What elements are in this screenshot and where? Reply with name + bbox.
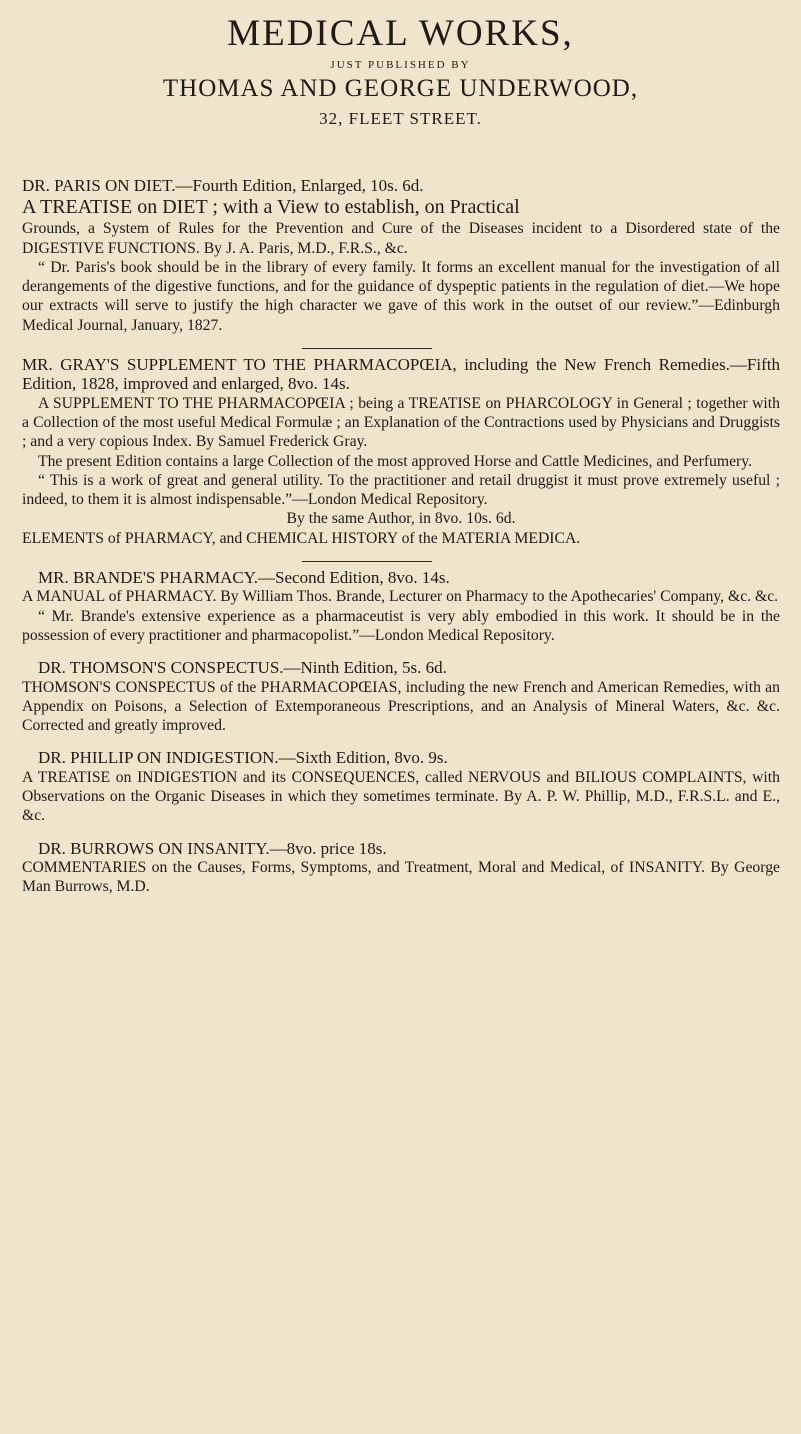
entry-paris-diet bbox=[22, 176, 780, 335]
entry-extra-title: ELEMENTS of PHARMACY, and CHEMICAL HISTORY of the MATERIA MEDICA. bbox=[22, 529, 581, 547]
entry-heading: DR. BURROWS ON INSANITY.—8vo. price 18s. bbox=[38, 838, 387, 858]
page-header bbox=[0, 0, 801, 129]
page-subtitle: JUST PUBLISHED BY bbox=[330, 59, 471, 71]
entry-title: A TREATISE on INDIGESTION and its CONSEQUENCES, called NERVOUS and BILIOUS COMPLAINTS, with Observations on the Organic Diseases in which they sometimes terminate. By A. P. W. Phillip, M.D., F.R.S.L. and E., &c. bbox=[22, 768, 780, 825]
entry-title: THOMSON'S CONSPECTUS of the PHARMACOPŒIAS, including the new French and American Remedies, with an Appendix on Poisons, a Selection of Extemporaneous Prescriptions, and an Analysis of Mineral Waters, &c. &c. Corrected and greatly improved. bbox=[22, 678, 780, 735]
entry-phillip-indigestion bbox=[22, 748, 780, 825]
entry-title: A SUPPLEMENT TO THE PHARMACOPŒIA ; being a TREATISE on PHARCOLOGY in General ; together with a Collection of the most useful Medical Formulæ ; an Explanation of the Contractions used by Physicians and Druggists ; and a very copious Index. By Samuel Frederick Gray. bbox=[22, 394, 780, 451]
entry-title: COMMENTARIES on the Causes, Forms, Symptoms, and Treatment, Moral and Medical, of INSANITY. By George Man Burrows, M.D. bbox=[22, 858, 780, 896]
entry-heading: MR. BRANDE'S PHARMACY.—Second Edition, 8vo. 14s. bbox=[38, 568, 450, 588]
entries-list bbox=[22, 176, 780, 910]
entry-quote: “ This is a work of great and general utility. To the practitioner and retail druggist it must prove extremely useful ; indeed, to them it is almost indispensable.”—London Medical Repository. bbox=[22, 471, 780, 509]
entry-gray-supplement bbox=[22, 355, 780, 548]
page-title: MEDICAL WORKS, bbox=[227, 13, 574, 54]
entry-quote: “ Dr. Paris's book should be in the library of every family. It forms an excellent manual for the investigation of all derangements of the digestive functions, and for the guidance of dyspeptic patients in the regulation of diet.—We hope our extracts will serve to justify the high character we gave of this work in the outset of our review.”—Edinburgh Medical Journal, January, 1827. bbox=[22, 258, 780, 334]
entry-heading: MR. GRAY'S SUPPLEMENT TO THE PHARMACOPŒIA, including the New French Remedies.—Fifth Edition, 1828, improved and enlarged, 8vo. 14s. bbox=[22, 355, 780, 394]
entry-burrows-insanity bbox=[22, 839, 780, 897]
entry-title: A TREATISE on DIET ; with a View to establish, on Practical bbox=[22, 196, 520, 219]
entry-thomson-conspectus bbox=[22, 658, 780, 735]
entry-title: A MANUAL of PHARMACY. By William Thos. Brande, Lecturer on Pharmacy to the Apothecaries' Company, &c. &c. bbox=[22, 588, 779, 606]
entry-description: The present Edition contains a large Collection of the most approved Horse and Cattle Medicines, and Perfumery. bbox=[38, 452, 753, 470]
divider bbox=[302, 348, 432, 349]
publisher-name: THOMAS AND GEORGE UNDERWOOD, bbox=[162, 75, 639, 102]
entry-heading: DR. PHILLIP ON INDIGESTION.—Sixth Edition, 8vo. 9s. bbox=[38, 748, 448, 768]
entry-extra-note: By the same Author, in 8vo. 10s. 6d. bbox=[286, 510, 516, 528]
publisher-address: 32, FLEET STREET. bbox=[319, 109, 482, 128]
entry-brande-pharmacy bbox=[22, 568, 780, 645]
entry-heading: DR. PARIS ON DIET.—Fourth Edition, Enlarged, 10s. 6d. bbox=[22, 176, 424, 195]
entry-heading: DR. THOMSON'S CONSPECTUS.—Ninth Edition, 5s. 6d. bbox=[38, 658, 447, 678]
divider bbox=[302, 561, 432, 562]
entry-quote: “ Mr. Brande's extensive experience as a pharmaceutist is very ably embodied in this work. It should be in the possession of every practitioner and pharmacopolist.”—London Medical Repository. bbox=[22, 607, 780, 644]
entry-description: Grounds, a System of Rules for the Prevention and Cure of the Diseases incident to a Disordered state of the DIGESTIVE FUNCTIONS. By J. A. Paris, M.D., F.R.S., &c. bbox=[22, 220, 780, 257]
